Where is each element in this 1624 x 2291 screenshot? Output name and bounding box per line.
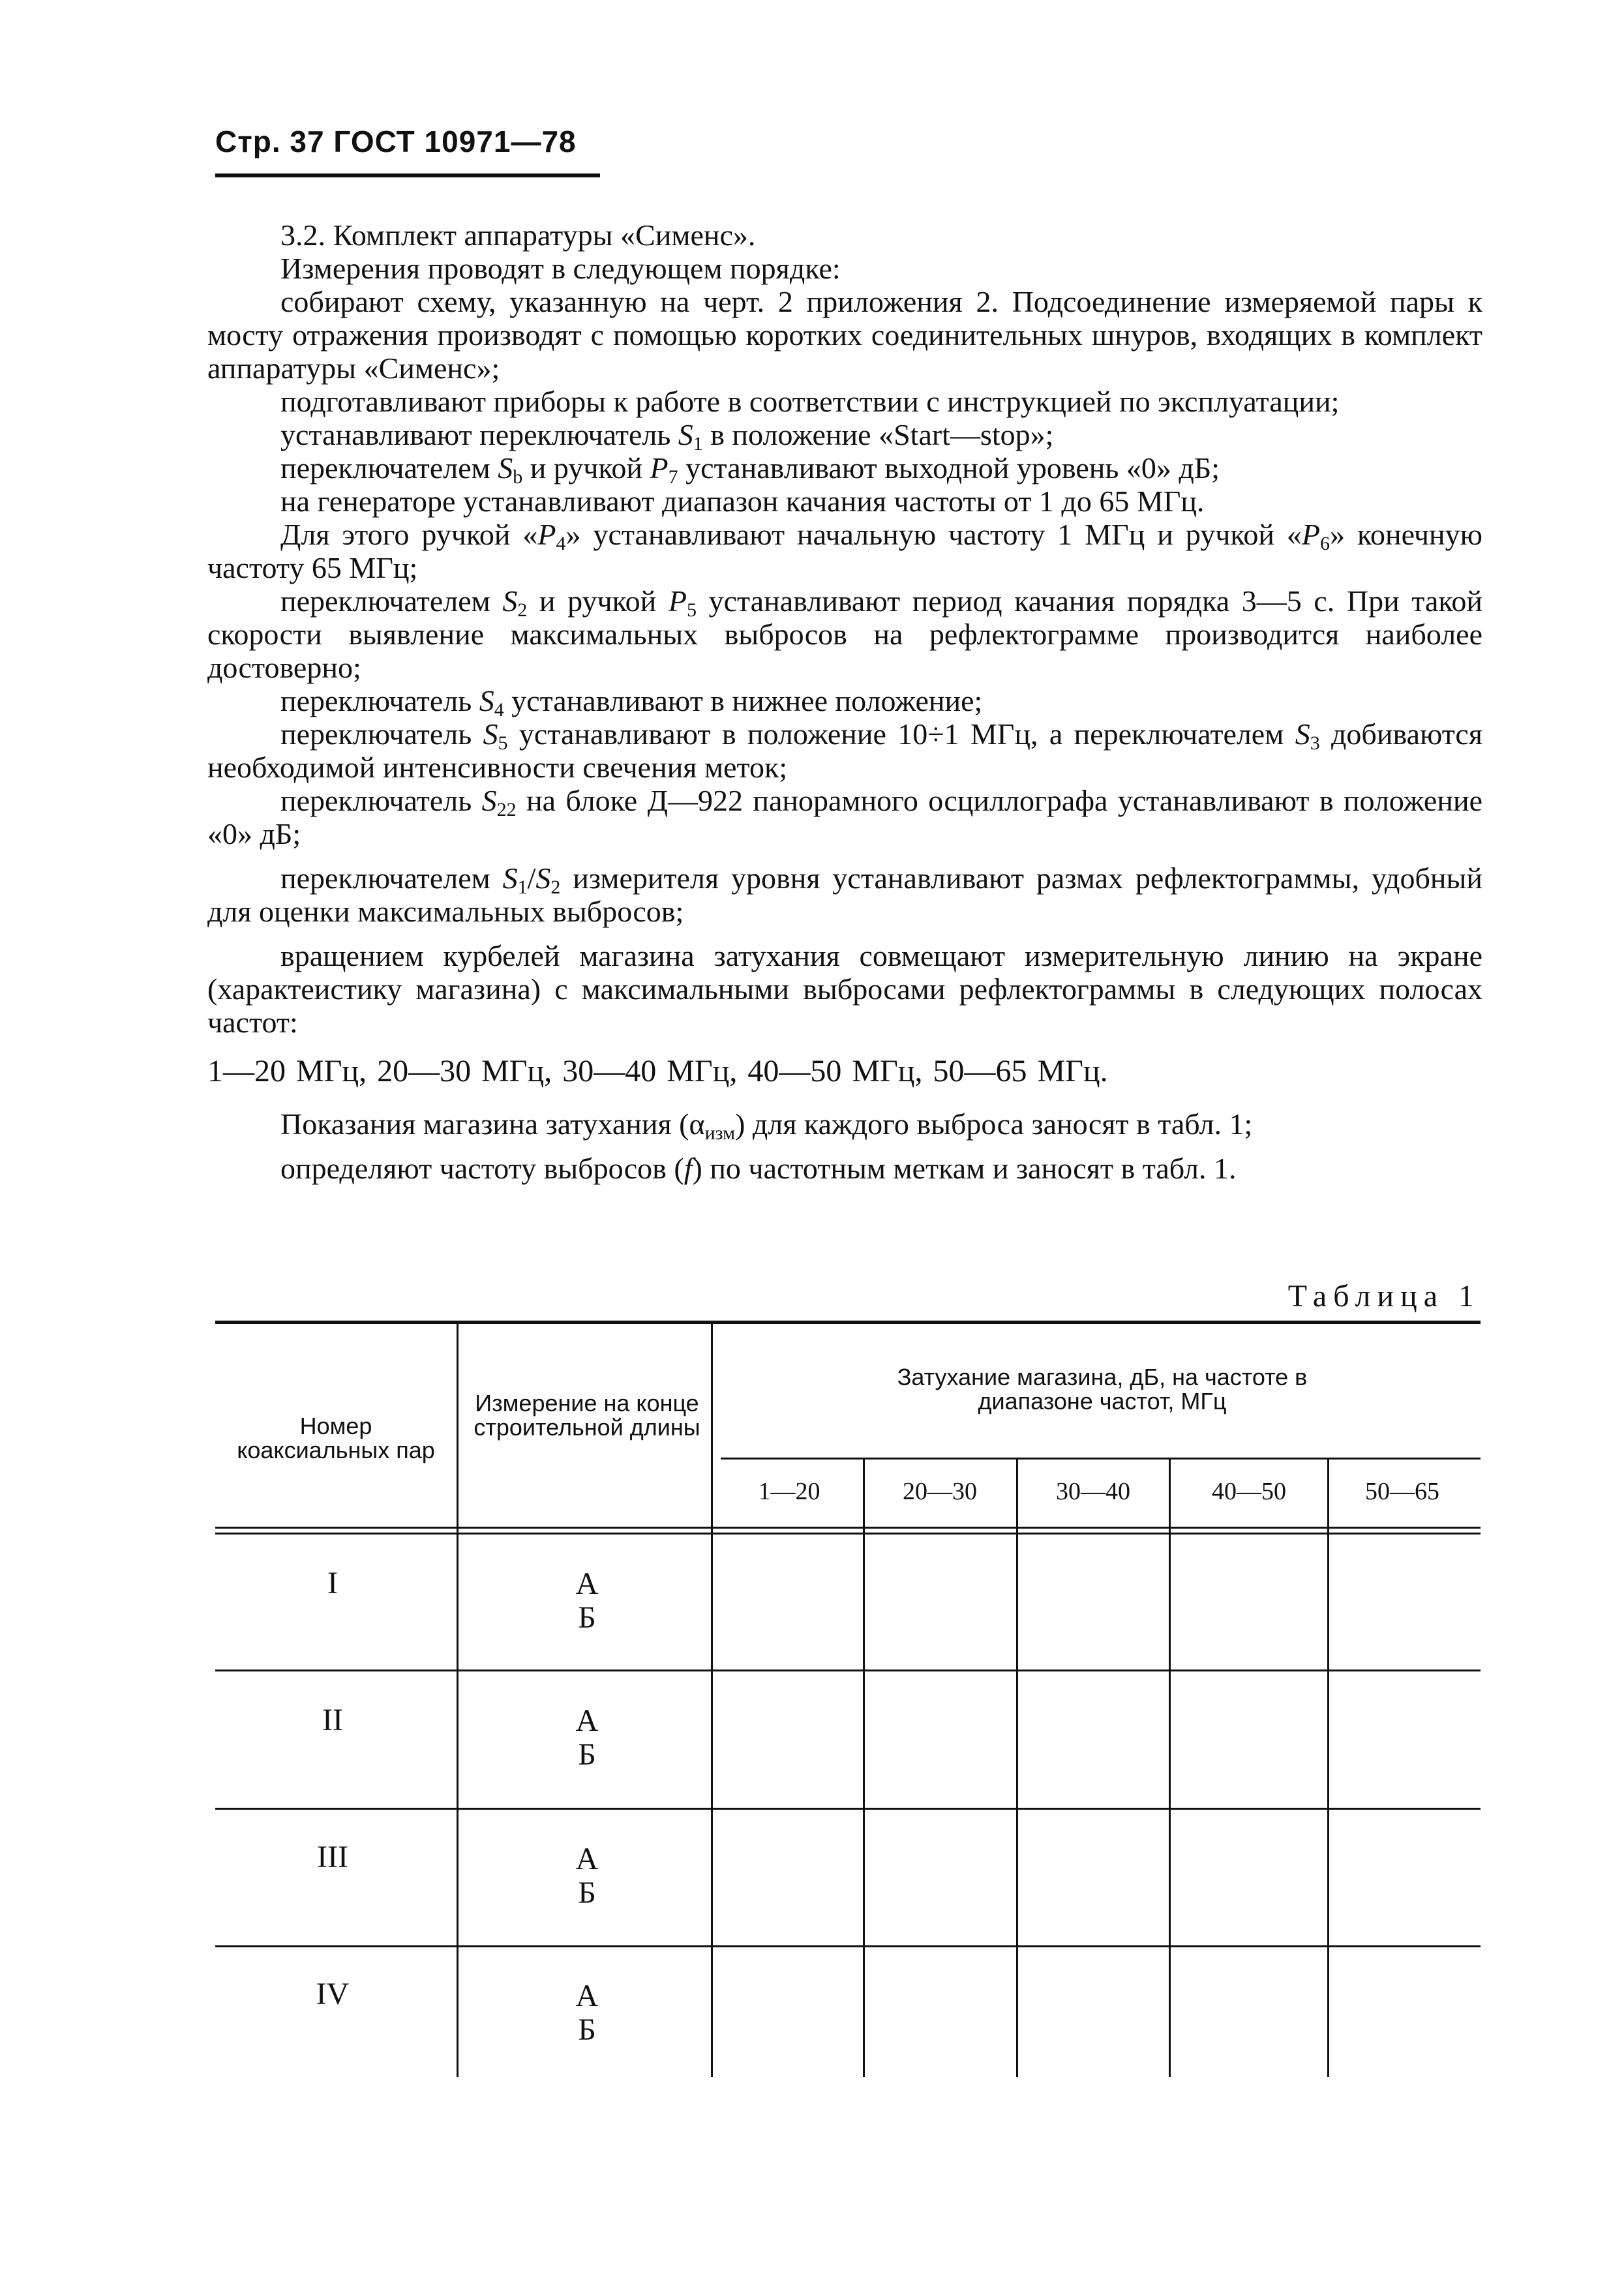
header-attenuation: Затухание магазина, дБ, на частоте в диапазоне частот, МГц bbox=[897, 1364, 1308, 1415]
band-header-rule bbox=[721, 1458, 1481, 1460]
band-1-20: 1—20 bbox=[758, 1478, 820, 1505]
page-number-standard: Стр. 37 ГОСТ 10971—78 bbox=[215, 125, 577, 158]
paragraph: переключатель $S_5$ устанавливают в положение 10÷1 МГц, а переключателем $S_3$ добиваются необходимой интенсивности свечения меток; bbox=[207, 717, 1482, 784]
row-measure-b: Б bbox=[578, 1876, 596, 1910]
paragraph: Измерения проводят в следующем порядке: bbox=[280, 252, 841, 285]
paragraph: Для этого ручкой «$P_4$» устанавливают начальную частоту 1 МГц и ручкой «$P_6$» конечную частоту 65 МГц; bbox=[207, 518, 1482, 584]
col-divider bbox=[711, 1321, 713, 2077]
row-pair-label: IV bbox=[316, 1977, 350, 2011]
row-measure-a: А bbox=[575, 1566, 599, 1601]
row-divider bbox=[215, 1945, 1481, 1947]
paragraph: переключателем $S_2$ и ручкой $P_5$ устанавливают период качания порядка 3—5 с. При такой скорости выявление максимальных выбросов на рефлектограмме производится наиболее достоверно; bbox=[207, 584, 1482, 684]
band-50-65: 50—65 bbox=[1365, 1478, 1439, 1505]
paragraph: вращением курбелей магазина затухания совмещают измерительную линию на экране (характеистику магазина) с максимальными выбросами рефлектограммы в следующих полосах частот: bbox=[207, 939, 1482, 1039]
row-divider bbox=[215, 1670, 1481, 1671]
paragraph: Показания магазина затухания $(\alpha_{изм})$ для каждого выброса заносят в табл. 1; bbox=[280, 1107, 1253, 1144]
col-divider bbox=[1327, 1458, 1329, 2077]
row-pair-label: II bbox=[322, 1703, 343, 1737]
col-divider bbox=[457, 1321, 459, 2077]
row-pair-label: I bbox=[327, 1566, 338, 1600]
row-divider bbox=[215, 1808, 1481, 1810]
col-divider bbox=[1016, 1458, 1018, 2077]
band-30-40: 30—40 bbox=[1056, 1478, 1130, 1505]
band-40-50: 40—50 bbox=[1212, 1478, 1286, 1505]
row-measure-a: А bbox=[575, 1703, 599, 1738]
paragraph: переключатель $S_{22}$ на блоке Д—922 панорамного осциллографа устанавливают в положение «0» дБ; bbox=[207, 784, 1483, 850]
paragraph: определяют частоту выбросов (f) по частотным меткам и заносят в табл. 1. bbox=[280, 1152, 1237, 1185]
table-top-rule bbox=[215, 1321, 1481, 1324]
band-20-30: 20—30 bbox=[903, 1478, 977, 1505]
paragraph: переключателем $S_1/S_2$ измерителя уровня устанавливают размах рефлектограммы, удобный для оценки максимальных выбросов; bbox=[207, 861, 1482, 928]
paragraph: подготавливают приборы к работе в соответствии с инструкцией по эксплуатации; bbox=[280, 385, 1340, 418]
section-heading: 3.2. Комплект аппаратуры «Сименс». bbox=[280, 218, 756, 252]
paragraph: переключателем $S_b$ и ручкой $P_7$ устанавливают выходной уровень «0» дБ; bbox=[280, 451, 1220, 488]
paragraph: устанавливают переключатель $S_1$ в положение «Start—stop»; bbox=[280, 418, 1054, 455]
header-pair-number: Номер коаксиальных пар bbox=[237, 1413, 435, 1463]
col-divider bbox=[863, 1458, 865, 2077]
paragraph: собирают схему, указанную на черт. 2 приложения 2. Подсоединение измеряемой пары к мосту отражения производят с помощью коротких соединительных шнуров, входящих в комплект аппаратуры «Сименс»; bbox=[207, 285, 1482, 385]
col-divider bbox=[1169, 1458, 1171, 2077]
header-rule bbox=[215, 173, 600, 177]
row-measure-b: Б bbox=[578, 2013, 596, 2047]
frequency-bands-line: 1—20 МГц, 20—30 МГц, 30—40 МГц, 40—50 МГц, 50—65 МГц. bbox=[207, 1054, 1108, 1088]
body-text bbox=[207, 218, 1482, 1185]
paragraph: на генераторе устанавливают диапазон качания частоты от 1 до 65 МГц. bbox=[280, 485, 1205, 518]
row-measure-a: А bbox=[575, 1842, 599, 1876]
row-measure-b: Б bbox=[578, 1737, 596, 1772]
page-header bbox=[215, 124, 600, 177]
header-double-rule bbox=[215, 1533, 1481, 1535]
header-measurement: Измерение на конце строительной длины bbox=[474, 1390, 700, 1441]
table-caption: Таблица 1 bbox=[1287, 1279, 1481, 1313]
row-measure-b: Б bbox=[578, 1600, 596, 1635]
row-pair-label: III bbox=[317, 1840, 348, 1874]
data-table bbox=[215, 1321, 1481, 2077]
paragraph: переключатель $S_4$ устанавливают в нижнее положение; bbox=[280, 684, 983, 721]
header-double-rule bbox=[215, 1527, 1481, 1529]
row-measure-a: А bbox=[575, 1979, 599, 2013]
